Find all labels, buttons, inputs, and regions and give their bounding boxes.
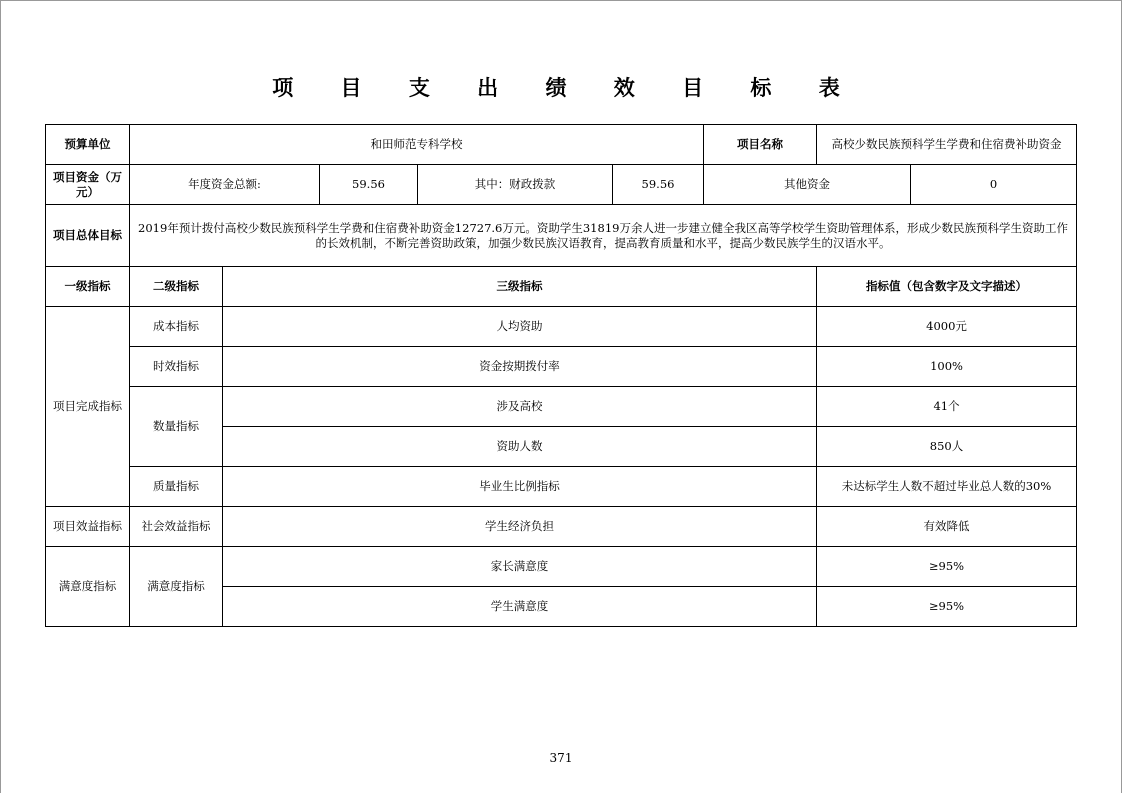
group-completion: 项目完成指标	[46, 307, 130, 507]
level2-social: 社会效益指标	[130, 507, 223, 547]
performance-target-table	[45, 124, 1077, 627]
overall-goal-text: 2019年预计拨付高校少数民族预科学生学费和住宿费补助资金12727.6万元。资助学生31819万余人进一步建立健全我区高等学校学生资助管理体系，形成少数民族预科学生资助工作的长效机制，不断完善资助政策，加强少数民族汉语教育，提高教育质量和水平，提高少数民族学生的汉语水平。	[130, 205, 1077, 267]
indicator-name: 家长满意度	[223, 547, 817, 587]
project-name-label: 项目名称	[704, 125, 817, 165]
level2-satisfaction: 满意度指标	[130, 547, 223, 627]
budget-unit-label: 预算单位	[46, 125, 130, 165]
level2-quantity: 数量指标	[130, 387, 223, 467]
indicator-value: 850人	[817, 427, 1077, 467]
page-title: 项 目 支 出 绩 效 目 标 表	[272, 76, 860, 100]
page-border-top	[0, 0, 1122, 1]
level2-cost: 成本指标	[130, 307, 223, 347]
indicator-name: 人均资助	[223, 307, 817, 347]
page-border-left	[0, 0, 1, 793]
page-number: 371	[549, 751, 573, 765]
other-funds-value: 0	[911, 165, 1077, 205]
fiscal-allocation-value: 59.56	[613, 165, 704, 205]
indicator-value: 有效降低	[817, 507, 1077, 547]
fiscal-allocation-label: 其中：财政拨款	[418, 165, 613, 205]
other-funds-label: 其他资金	[704, 165, 911, 205]
column-header-level3: 三级指标	[223, 267, 817, 307]
column-header-value: 指标值（包含数字及文字描述）	[817, 267, 1077, 307]
indicator-name: 资助人数	[223, 427, 817, 467]
indicator-value: ≥95%	[817, 547, 1077, 587]
indicator-name: 学生经济负担	[223, 507, 817, 547]
indicator-value: 未达标学生人数不超过毕业总人数的30%	[817, 467, 1077, 507]
indicator-name: 毕业生比例指标	[223, 467, 817, 507]
indicator-name: 资金按期拨付率	[223, 347, 817, 387]
level2-timeliness: 时效指标	[130, 347, 223, 387]
group-satisfaction: 满意度指标	[46, 547, 130, 627]
annual-total-label: 年度资金总额:	[130, 165, 320, 205]
project-funds-label: 项目资金（万元）	[46, 165, 130, 205]
budget-unit-value: 和田师范专科学校	[130, 125, 704, 165]
indicator-value: ≥95%	[817, 587, 1077, 627]
project-name-value: 高校少数民族预科学生学费和住宿费补助资金	[817, 125, 1077, 165]
annual-total-value: 59.56	[320, 165, 418, 205]
level2-quality: 质量指标	[130, 467, 223, 507]
indicator-value: 41个	[817, 387, 1077, 427]
column-header-level2: 二级指标	[130, 267, 223, 307]
indicator-name: 学生满意度	[223, 587, 817, 627]
column-header-level1: 一级指标	[46, 267, 130, 307]
overall-goal-label: 项目总体目标	[46, 205, 130, 267]
indicator-value: 100%	[817, 347, 1077, 387]
indicator-value: 4000元	[817, 307, 1077, 347]
group-benefit: 项目效益指标	[46, 507, 130, 547]
indicator-name: 涉及高校	[223, 387, 817, 427]
